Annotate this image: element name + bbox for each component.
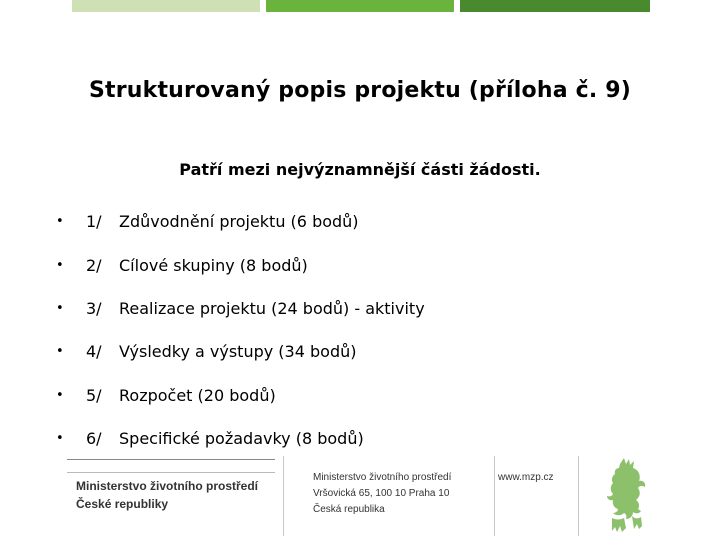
header-bar-dark bbox=[460, 0, 650, 12]
list-item bbox=[56, 243, 425, 286]
footer-rule-bottom bbox=[67, 472, 275, 473]
header-bar-light bbox=[72, 0, 260, 12]
bullet-list bbox=[56, 200, 425, 460]
footer-rule-top bbox=[67, 459, 275, 460]
list-item bbox=[56, 330, 425, 373]
item-text: Realizace projektu (24 bodů) - aktivity bbox=[119, 298, 425, 318]
bullet-icon: • bbox=[56, 387, 64, 403]
bullet-icon: • bbox=[56, 257, 64, 273]
footer-divider bbox=[283, 456, 284, 536]
item-number: 1/ bbox=[86, 212, 102, 232]
address-line2: Vršovická 65, 100 10 Praha 10 bbox=[313, 488, 450, 499]
footer-divider bbox=[578, 456, 579, 536]
list-item bbox=[56, 200, 425, 243]
website-link[interactable]: www.mzp.cz bbox=[498, 472, 554, 483]
footer-divider bbox=[494, 456, 495, 536]
list-item bbox=[56, 374, 425, 417]
item-text: Specifické požadavky (8 bodů) bbox=[119, 429, 364, 449]
slide-title: Strukturovaný popis projektu (příloha č. 9) bbox=[88, 78, 632, 103]
list-item bbox=[56, 417, 425, 460]
ministry-address bbox=[313, 470, 451, 518]
czech-lion-logo-icon bbox=[598, 456, 658, 536]
item-number: 6/ bbox=[86, 429, 102, 449]
bullet-icon: • bbox=[56, 431, 64, 447]
item-text: Zdůvodnění projektu (6 bodů) bbox=[119, 212, 359, 232]
ministry-logo-text bbox=[76, 477, 258, 513]
item-text: Výsledky a výstupy (34 bodů) bbox=[119, 342, 357, 362]
item-number: 3/ bbox=[86, 298, 102, 318]
item-number: 5/ bbox=[86, 385, 102, 405]
bullet-icon: • bbox=[56, 344, 64, 360]
ministry-name-line2: České republiky bbox=[76, 497, 169, 511]
item-text: Rozpočet (20 bodů) bbox=[119, 385, 276, 405]
item-number: 4/ bbox=[86, 342, 102, 362]
address-line1: Ministerstvo životního prostředí bbox=[313, 472, 452, 483]
item-number: 2/ bbox=[86, 255, 102, 275]
address-line3: Česká republika bbox=[313, 504, 385, 515]
bullet-icon: • bbox=[56, 214, 64, 230]
bullet-icon: • bbox=[56, 300, 64, 316]
list-item bbox=[56, 287, 425, 330]
slide-subtitle: Patří mezi nejvýznamnější části žádosti. bbox=[179, 160, 541, 179]
header-bar-mid bbox=[266, 0, 454, 12]
item-text: Cílové skupiny (8 bodů) bbox=[119, 255, 308, 275]
ministry-name-line1: Ministerstvo životního prostředí bbox=[76, 479, 259, 493]
